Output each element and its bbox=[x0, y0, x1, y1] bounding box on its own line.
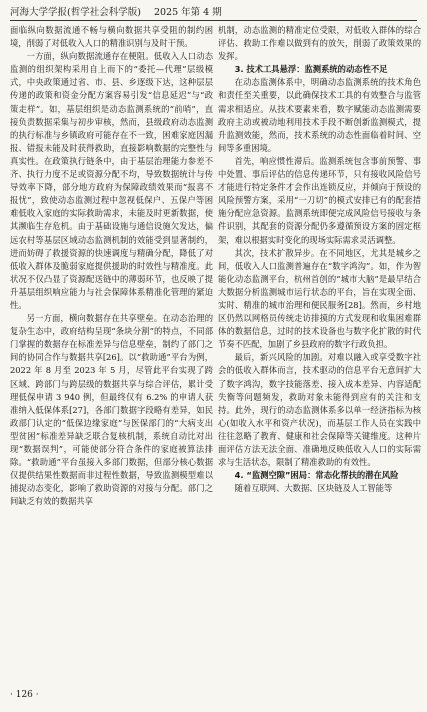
body-paragraph: 在动态监测体系中，明确动态监测系统的技术角色和责任至关重要，以此确保技术工具的有效整合与监管需求相适应。从技术要素来看，数字赋能动态监测需要政府主动或被动地利用技术手段不断创新监测模式，提升监测效能，然而，技术系统的动态性面临着时间、空间等多重困境。 bbox=[218, 77, 421, 153]
section-heading: 4. “监测空隙”困局：常态化帮扶的潜在风险 bbox=[234, 470, 399, 481]
body-paragraph: 机制，动态监测的精准定位受限，对低收入群体的综合评估、救助工作难以做到有的放矢，削弱了政策效果的发挥。 bbox=[218, 25, 421, 62]
body-paragraph: 一方面，纵向数据流通存在梗阻。低收入人口动态监测的组织架构采用自上而下的“委托—代理”层级模式，中央政策通过省、市、县、乡逐级下达，这种层层传递的政策和资金分配方案容易引发“信息延迟”与“政策走样”。如，基层组织是动态监测系统的“前哨”，直接负责数据采集与初步审核，然而，县级政府动态监测的执行标准与乡镇政府可能存在不一致，困难家庭因漏报、错报未能及时获得救助，直接影响数据的完整性与真实性。在政策执行链条中，由于基层治理能力参差不齐、执行力度不足或资源分配不均，导致数据统计与传导效率下降，部分地方政府为保障政绩效果而“报喜不报忧”，致使动态监测过程中忽视低保户、五保户等困难低收入家庭的实际救助需求，未能及时更新数据，使其濒临生存危机。由于基础设施与通信设施欠发达，偏远农村等基层区域动态监测机制的效能受到显著制约，进而妨碍了救援资源的快速调度与精确分配，降低了对低收入群体及脆弱家庭提供援助的时效性与精准度。此状况不仅凸显了资源配送链中的薄弱环节，也反映了提升基层组织响应能力与社会保障体系精准化管理的紧迫性。 bbox=[10, 51, 213, 310]
body-paragraph: 其次，技术扩散异步。在不同地区，尤其是城乡之间，低收入人口监测普遍存在“数字鸿沟”。如，作为智能化动态监测平台，杭州首创的“城市大脑”是最早结合大数据分析监测城市运行状态的平台，旨在实现全面、实时、精准的城市治理和便民服务[28]。然而，乡村地区仍然以网格员传统走访排摸的方式发现和收集困难群体的数据信息，过时的技术设备也与数字化扩散的时代节奏不匹配，加剧了乡县政府的数字行政负担。 bbox=[218, 247, 421, 350]
journal-title: 河海大学学报(哲学社会科学版) bbox=[10, 7, 141, 18]
body-paragraph: 最后，新兴风险的加剧。对难以融入或享受数字社会的低收入群体而言，技术驱动的信息平台无意间扩大了数字鸿沟，数字技能落差、接入成本差异、内容适配失衡等问题频发，救助对象未能得到应有的关注和支持。此外，现行的动态监测体系多以单一经济指标为核心(如收入水平和资产状况)，而基层工作人员在实践中往往忽略了教育、健康和社会保障等关键维度。这种片面评估方法无法全面、准确地反映低收入人口的实际需求与生活状态，限制了精准救助的有效性。 bbox=[218, 352, 421, 468]
issue-label: 2025 年第 4 期 bbox=[153, 7, 222, 18]
body-paragraph: 另一方面，横向数据存在共享壁垒。在动态治理的复杂生态中，政府结构呈现“条块分割”的特点，不同部门掌握的数据存在标准差异与信息壁垒，制约了部门之间的协同合作与数据共享[26]。以“救助通”平台为例，2022 年 8 月至 2023 年 5 月，尽管此平台实现了跨区域、跨部门与跨层级的数据共享与综合评估，累计受理低保申请 3 940 例，但最终仅有 6.2% 的申请人获准纳入低保体系[27]，各部门数据字段略有差异，如民政部门认定的“低保边缘家庭”与医保部门的“大病支出型贫困”标准差异缺乏联合复核机制，系统自动比对出现“数据误判”，可能使部分符合条件的家庭被算法排除。“救助通”平台虽接入多部门数据，但部分核心数据仅提供结果性数据而非过程性数据，导致监测模型难以捕捉动态变化，影响了救助资源的对接与分配。部门之间缺乏有效的数据共享 bbox=[10, 313, 213, 507]
right-column bbox=[218, 24, 421, 684]
running-header bbox=[10, 6, 417, 21]
page-number: · 126 · bbox=[10, 690, 39, 700]
section-heading: 3. 技术工具悬浮：监测系统的动态性不足 bbox=[234, 64, 388, 75]
body-paragraph: 随着互联网、大数据、区块链及人工智能等 bbox=[234, 483, 393, 494]
body-paragraph: 首先，响应惯性滞后。监测系统包含事前预警、事中处置、事后评估的信息传递环节，只有接收风险信号才能进行特定条件才会作出连锁反应，并倾向于预设的风险预警方案，采用“一刀切”的模式安排已有的配套措施分配应急资源。监测系统即便完成风险信号接收与条件识别，其配套的资源分配仍多遵循预设方案的固定框架，难以根据实时变化的现场实际需求灵活调整。 bbox=[218, 155, 421, 245]
body-paragraph: 面临纵向数据流通不畅与横向数据共享受阻的制约困境，削弱了对低收入人口的精准识别与及时干预。 bbox=[10, 25, 213, 49]
left-column bbox=[10, 24, 213, 684]
